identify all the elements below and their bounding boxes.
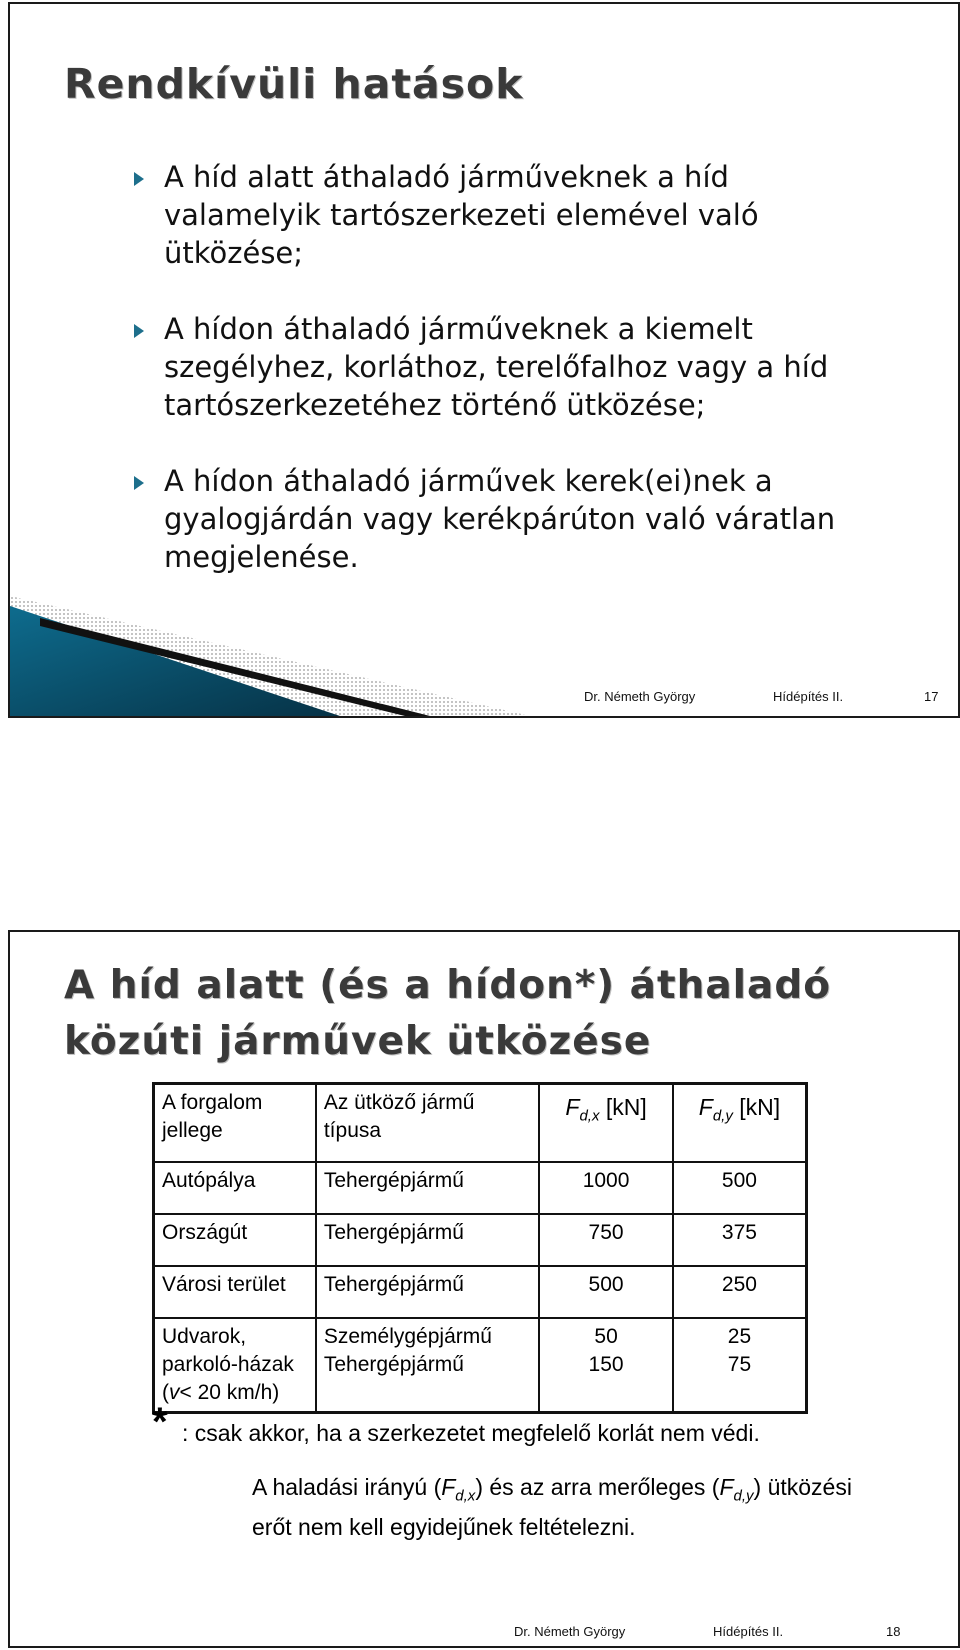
header-fdx bbox=[539, 1084, 673, 1163]
speed-symbol: v bbox=[169, 1381, 180, 1404]
slide-title bbox=[64, 958, 924, 1070]
cell-fdx: 750 bbox=[539, 1214, 673, 1266]
note-part: ) ütközési erőt nem kell egyidejűnek feltételezni. bbox=[252, 1474, 852, 1540]
bullet-item bbox=[134, 158, 854, 272]
footer-page-number: 17 bbox=[924, 689, 939, 704]
footnote-text: : csak akkor, ha a szerkezetet megfelelő korlát nem védi. bbox=[182, 1420, 760, 1446]
note-subscript: d,x bbox=[455, 1487, 476, 1505]
cell-traffic: Autópálya bbox=[154, 1162, 316, 1214]
note-part: A haladási irányú ( bbox=[252, 1474, 442, 1500]
bullet-text: A hídon áthaladó járműveknek a kiemelt szegélyhez, korláthoz, terelőfalhoz vagy a híd tartószerkezetéhez történő ütközése; bbox=[164, 312, 829, 422]
note-symbol: F bbox=[441, 1474, 456, 1500]
bullet-list bbox=[134, 158, 854, 614]
cell-vehicle: Tehergépjármű bbox=[316, 1214, 539, 1266]
bullet-arrow-icon bbox=[134, 172, 144, 186]
table-row bbox=[154, 1318, 807, 1413]
cell-fdy bbox=[673, 1318, 807, 1413]
simultaneity-note bbox=[252, 1472, 872, 1542]
cell-traffic: Városi terület bbox=[154, 1266, 316, 1318]
fdx-value: 150 bbox=[588, 1353, 624, 1376]
cell-vehicle: Tehergépjármű bbox=[316, 1162, 539, 1214]
speed-paren: ( bbox=[162, 1381, 169, 1404]
footer-author: Dr. Németh György bbox=[584, 689, 696, 704]
impact-force-table bbox=[152, 1082, 808, 1414]
cell-traffic bbox=[154, 1318, 316, 1413]
footer-course: Hídépítés II. bbox=[713, 1624, 784, 1639]
cell-traffic: Országút bbox=[154, 1214, 316, 1266]
traffic-line: parkoló-házak bbox=[162, 1353, 294, 1376]
fdy-value: 25 bbox=[727, 1325, 752, 1348]
table-row bbox=[154, 1214, 807, 1266]
bullet-arrow-icon bbox=[134, 324, 144, 338]
note-subscript: d,y bbox=[733, 1487, 754, 1505]
cell-vehicle bbox=[316, 1318, 539, 1413]
table-header-row bbox=[154, 1084, 807, 1163]
speed-limit bbox=[162, 1379, 308, 1407]
header-fdy bbox=[673, 1084, 807, 1163]
fdx-value: 50 bbox=[594, 1325, 618, 1348]
slide-title: Rendkívüli hatások bbox=[64, 60, 524, 108]
speed-value: < 20 km/h) bbox=[179, 1381, 280, 1404]
cell-fdx: 500 bbox=[539, 1266, 673, 1318]
table-row bbox=[154, 1162, 807, 1214]
note-part: ) és az arra merőleges ( bbox=[475, 1474, 720, 1500]
bullet-text: A hídon áthaladó járművek kerek(ei)nek a gyalogjárdán vagy kerékpárúton való váratlan megjelenése. bbox=[164, 464, 836, 574]
header-traffic: A forgalom jellege bbox=[154, 1084, 316, 1163]
fdx-subscript: d,x bbox=[579, 1107, 600, 1125]
fdy-value: 75 bbox=[727, 1353, 752, 1376]
footer-author: Dr. Németh György bbox=[514, 1624, 626, 1639]
title-line-2: közúti járművek ütközése bbox=[64, 1019, 652, 1064]
cell-fdy: 500 bbox=[673, 1162, 807, 1214]
vehicle-line: Személygépjármű bbox=[323, 1325, 492, 1348]
bullet-arrow-icon bbox=[134, 476, 144, 490]
footer-page-number: 18 bbox=[886, 1624, 901, 1639]
cell-fdx bbox=[539, 1318, 673, 1413]
traffic-line: Udvarok, bbox=[162, 1325, 247, 1348]
fdy-unit: [kN] bbox=[739, 1094, 781, 1120]
slide-17 bbox=[8, 2, 960, 718]
cell-fdy: 375 bbox=[673, 1214, 807, 1266]
slide-18 bbox=[8, 930, 960, 1648]
title-line-1: A híd alatt (és a hídon*) áthaladó bbox=[64, 963, 832, 1008]
bullet-item bbox=[134, 310, 854, 424]
cell-fdx: 1000 bbox=[539, 1162, 673, 1214]
fdx-symbol: F bbox=[565, 1094, 580, 1120]
vehicle-line: Tehergépjármű bbox=[323, 1353, 464, 1376]
footnote-asterisk: * bbox=[152, 1400, 168, 1444]
cell-vehicle: Tehergépjármű bbox=[316, 1266, 539, 1318]
fdx-unit: [kN] bbox=[605, 1094, 647, 1120]
note-symbol: F bbox=[719, 1474, 734, 1500]
bullet-text: A híd alatt áthaladó járműveknek a híd valamelyik tartószerkezeti elemével való ütközése; bbox=[164, 160, 759, 270]
bullet-item bbox=[134, 462, 854, 576]
cell-fdy: 250 bbox=[673, 1266, 807, 1318]
fdy-subscript: d,y bbox=[712, 1107, 733, 1125]
fdy-symbol: F bbox=[698, 1094, 713, 1120]
footer-course: Hídépítés II. bbox=[773, 689, 844, 704]
table-row bbox=[154, 1266, 807, 1318]
header-vehicle: Az ütköző jármű típusa bbox=[316, 1084, 539, 1163]
